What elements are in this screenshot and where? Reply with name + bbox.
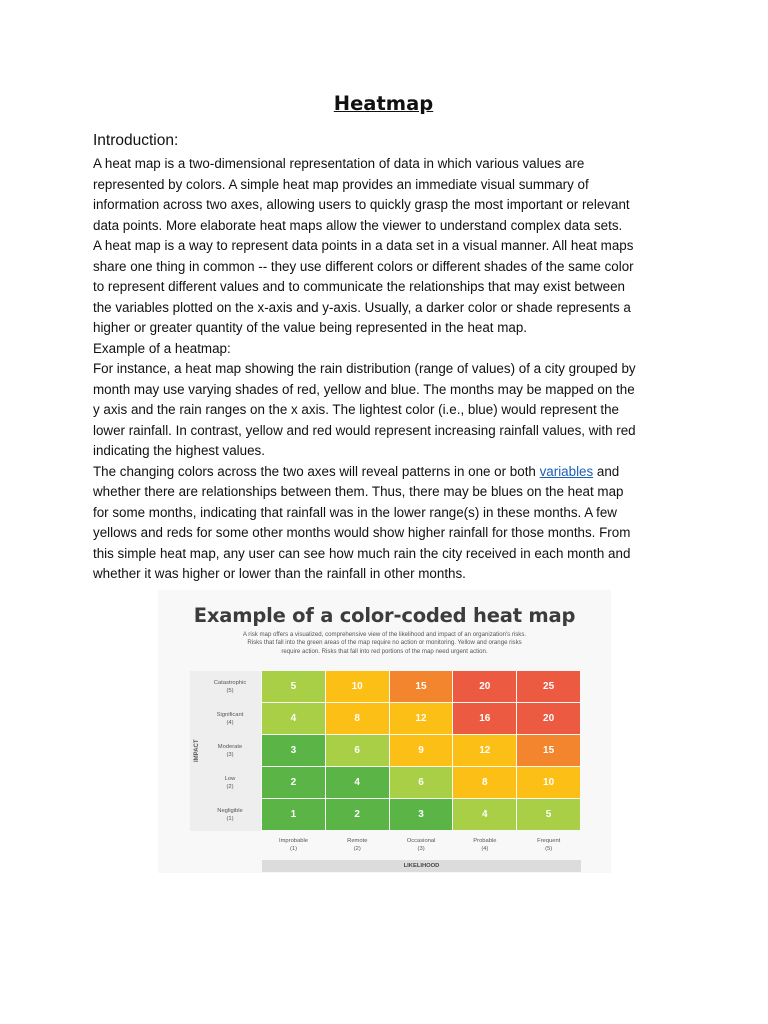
- heatmap-cell: 12: [390, 703, 453, 734]
- paragraph-line: for some months, indicating that rainfall was in the lower range(s) in these months. A few: [93, 504, 617, 520]
- column-label: [453, 838, 516, 853]
- column-label-text: (2): [353, 845, 361, 852]
- column-label: [390, 838, 453, 853]
- column-label-text: (1): [289, 845, 298, 852]
- figure-title: Example of a color-coded heat map: [193, 604, 576, 627]
- paragraph-line: indicating the highest values.: [93, 443, 265, 458]
- paragraph-1: [93, 154, 674, 236]
- paragraph-line: information across two axes, allowing users to quickly grasp the most important or relevant: [93, 197, 630, 212]
- heatmap-cell: 12: [453, 735, 516, 766]
- heatmap-cell: 15: [517, 735, 580, 766]
- paragraph-3: [93, 359, 674, 462]
- heatmap-cell: 20: [453, 671, 516, 702]
- column-label-text: (3): [417, 845, 425, 852]
- paragraph-line: For instance, a heat map showing the rain distribution (range of values) of a city grouped by: [93, 361, 636, 376]
- heatmap-cell: 4: [262, 703, 325, 734]
- paragraph-line: lower rainfall. In contrast, yellow and red would represent increasing rainfall values, with red: [93, 422, 636, 438]
- row-label-text: (3): [226, 751, 234, 758]
- row-label-text: Moderate: [217, 744, 243, 750]
- row-label: [200, 776, 260, 791]
- figure-subtitle-line: Risks that fall into the green areas of the map require no action or monitoring. Yellow and orange risks: [247, 639, 522, 647]
- column-label-text: Occasional: [406, 838, 436, 844]
- heatmap-cell: 25: [517, 671, 580, 702]
- row-label: [200, 712, 260, 727]
- paragraph-2: [93, 236, 674, 339]
- column-label-text: Probable: [473, 838, 497, 844]
- row-label-text: (5): [226, 687, 234, 694]
- column-label-text: (5): [545, 845, 553, 852]
- heatmap-cell: 4: [326, 767, 389, 798]
- figure-subtitle-line: require action. Risks that fall into red portions of the map need urgent action.: [281, 647, 488, 655]
- paragraph-line: this simple heat map, any user can see how much rain the city received in each month and: [93, 545, 631, 561]
- heatmap-cell: 16: [453, 703, 516, 734]
- paragraph-line: whether it was higher or lower than the rainfall in other months.: [93, 566, 466, 581]
- column-label-text: Remote: [347, 838, 368, 844]
- paragraph-line: to represent different values and to communicate the relationships that may exist between: [93, 279, 625, 294]
- paragraph-line: y axis and the rain ranges on the x axis. The lightest color (i.e., blue) would represent the: [93, 402, 619, 417]
- figure-subtitle-line: A risk map offers a visualized, comprehensive view of the likelihood and impact of an organization's risks.: [242, 631, 527, 638]
- row-label-text: (4): [226, 719, 234, 726]
- heatmap-cell: 5: [262, 671, 325, 702]
- introduction-heading: Introduction:: [93, 132, 179, 149]
- page-title: Heatmap: [333, 92, 434, 115]
- row-label-text: Low: [224, 776, 236, 782]
- paragraph-line: [93, 462, 674, 483]
- heatmap-cell: 3: [262, 735, 325, 766]
- y-axis-label: IMPACT: [194, 739, 200, 762]
- heatmap-cell: 10: [517, 767, 580, 798]
- heatmap-cell: 10: [326, 671, 389, 702]
- x-axis-label: LIKELIHOOD: [262, 860, 581, 872]
- heatmap-cell: 2: [262, 767, 325, 798]
- heatmap-cell: 5: [517, 799, 580, 830]
- paragraph-line: represented by colors. A simple heat map provides an immediate visual summary of: [93, 176, 589, 192]
- heatmap-cell: 4: [453, 799, 516, 830]
- heatmap-cell: 2: [326, 799, 389, 830]
- figure-subtitle: [198, 631, 571, 656]
- paragraph-line: month may use varying shades of red, yellow and blue. The months may be mapped on the: [93, 381, 635, 397]
- heatmap-cell: 15: [390, 671, 453, 702]
- paragraph-line: A heat map is a way to represent data points in a data set in a visual manner. All heat maps: [93, 238, 634, 253]
- paragraph-line: share one thing in common -- they use different colors or different shades of the same color: [93, 258, 634, 274]
- paragraph-line: the variables plotted on the x-axis and y-axis. Usually, a darker color or shade represents a: [93, 299, 631, 315]
- paragraph-line: A heat map is a two-dimensional representation of data in which various values are: [93, 156, 585, 171]
- heatmap-cell: 3: [390, 799, 453, 830]
- example-heading: Example of a heatmap:: [93, 340, 231, 356]
- row-label-text: (1): [226, 815, 234, 822]
- row-label-text: Negligible: [217, 808, 243, 814]
- paragraph-4: [93, 462, 674, 585]
- row-label-text: Catastrophic: [213, 680, 247, 686]
- heatmap-cell: 1: [262, 799, 325, 830]
- paragraph-line: data points. More elaborate heat maps allow the viewer to understand complex data sets.: [93, 217, 623, 233]
- variables-link[interactable]: variables: [539, 463, 594, 479]
- paragraph-line: higher or greater quantity of the value being represented in the heat map.: [93, 320, 527, 335]
- heatmap-cell: 20: [517, 703, 580, 734]
- paragraph-text: The changing colors across the two axes will reveal patterns in one or both: [93, 463, 540, 479]
- paragraph-line: whether there are relationships between them. Thus, there may be blues on the heat map: [93, 484, 624, 499]
- heatmap-cell: 8: [453, 767, 516, 798]
- heatmap-cell: 9: [390, 735, 453, 766]
- column-label-text: (4): [481, 845, 489, 852]
- row-label-text: (2): [226, 783, 234, 790]
- column-label-text: Improbable: [278, 838, 308, 844]
- document-page: [93, 88, 674, 585]
- column-label-text: Frequent: [537, 838, 561, 844]
- row-label: [200, 744, 260, 759]
- paragraph-line: yellows and reds for some other months would show higher rainfall for those months. From: [93, 525, 631, 540]
- heatmap-cell: 8: [326, 703, 389, 734]
- paragraph-text: and: [593, 463, 620, 479]
- row-label: [200, 808, 260, 823]
- heatmap-cell: 6: [326, 735, 389, 766]
- column-label: [326, 838, 389, 853]
- heatmap-cell: 6: [390, 767, 453, 798]
- column-label: [517, 838, 580, 853]
- row-label: [200, 680, 260, 695]
- column-label: [262, 838, 325, 853]
- row-label-text: Significant: [216, 712, 244, 718]
